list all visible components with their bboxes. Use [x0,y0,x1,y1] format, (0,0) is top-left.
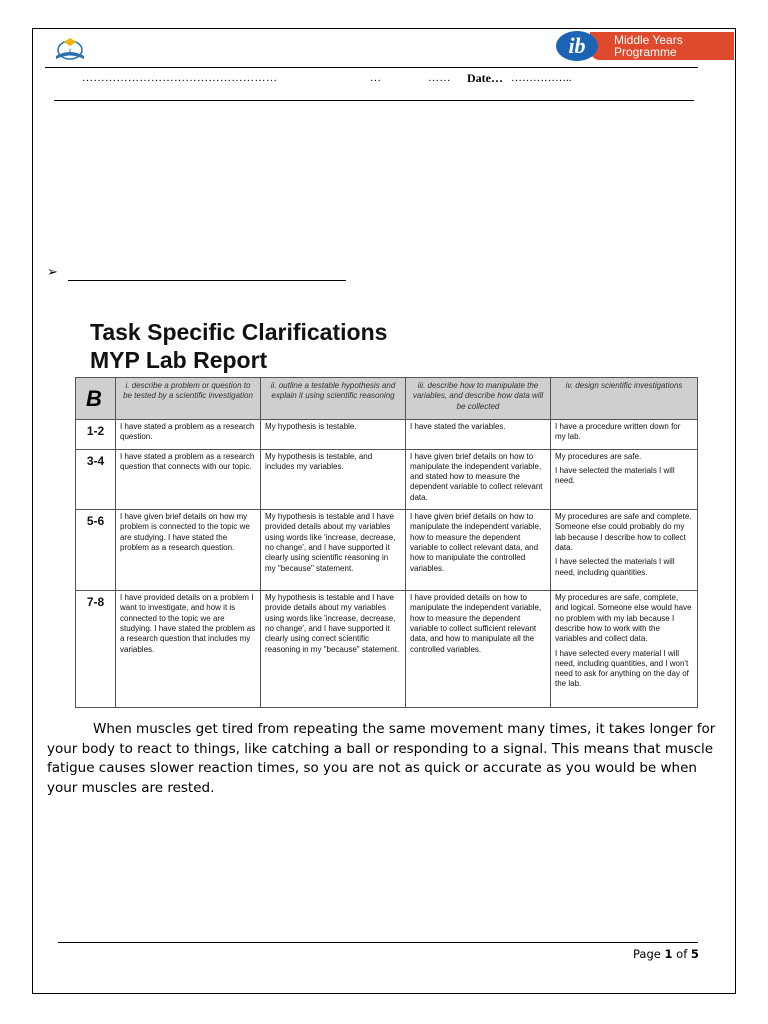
descriptor-text: I have selected the materials I will need, including quantities. [555,557,675,577]
header-rule [45,67,698,68]
page-word: Page [633,947,661,961]
page-number [633,947,699,961]
paragraph-text: When muscles get tired from repeating the same movement many times, it takes longer for your body to react to things, like catching a ball or responding to a signal. This means that muscle fatigue causes slower reaction times, so you are not as quick or accurate as you would be when your muscles are rested. [47,721,716,796]
descriptor-text: My hypothesis is testable, and includes my variables. [265,451,373,471]
descriptor-text: My procedures are safe, complete, and logical. Someone else would have no problem with my lab because I describe how to work with the variables and collect data. [555,593,692,644]
descriptor-cell [551,510,698,591]
bullet-blank-line [68,280,346,281]
descriptor-text: My hypothesis is testable. [265,422,357,431]
descriptor-cell [551,449,698,509]
table-row [76,420,698,450]
descriptor-text: I have given brief details on how my problem is connected to the topic we are studying. I have stated the problem as a research question. [120,512,250,552]
descriptor-cell [261,591,406,708]
level-cell: 7-8 [76,591,116,708]
mid-dots-1: … [370,72,382,84]
criterion-label: B [76,378,116,420]
table-row [76,510,698,591]
descriptor-text: I have selected the materials I will need. [555,465,675,486]
table-row [76,591,698,708]
ib-myp-logo [556,30,734,62]
arrow-bullet-icon: ➢ [47,264,58,279]
descriptor-text: My procedures are safe. [555,451,642,461]
date-label: Date… [467,71,503,85]
mid-dots-2: …… [428,72,451,84]
descriptor-cell [116,510,261,591]
descriptor-cell [551,420,698,450]
descriptor-cell [116,420,261,450]
rubric-table [75,377,698,708]
table-row [76,449,698,509]
header-underline [54,100,694,101]
column-header: i. describe a problem or question to be tested by a scientific investigation [116,378,261,420]
total-pages: 5 [690,947,699,961]
descriptor-cell [261,510,406,591]
level-cell: 3-4 [76,449,116,509]
column-header: ii. outline a testable hypothesis and explain it using scientific reasoning [261,378,406,420]
descriptor-cell [406,510,551,591]
descriptor-text: I have provided details on how to manipulate the independent variable, how to measure the dependent variable to collect sufficient relevant data, and how to manipulate all the controlled variables. [410,593,542,654]
descriptor-text: I have selected every material I will need, including quantities, and I won't need to ask for anything on the day of the lab. [555,648,689,689]
descriptor-text: I have given brief details on how to manipulate the independent variable, how to measure the dependent variable to collect relevant data, and how to manipulate the controlled variables. [410,512,542,573]
ib-logo-line2: Programme [614,45,677,59]
descriptor-text: My hypothesis is testable and I have provided details about my variables using words like 'increase, decrease, no change', and I have supported it clearly using scientific reasoning in my "because" statement. [265,512,396,573]
descriptor-text: I have stated the variables. [410,422,506,431]
ib-logo-mark: ib [556,31,598,61]
of-word: of [676,947,688,961]
svg-text:ﻻ: ﻻ [68,48,72,55]
descriptor-text: I have stated a problem as a research question that connects with our topic. [120,451,255,471]
descriptor-cell [261,449,406,509]
rubric-header-row [76,378,698,420]
title-line-2: MYP Lab Report [90,347,268,373]
descriptor-cell [406,420,551,450]
title-line-1: Task Specific Clarifications [90,319,388,345]
body-paragraph [47,720,727,798]
descriptor-cell [116,591,261,708]
page-title [90,318,387,374]
current-page: 1 [664,947,673,961]
level-cell: 1-2 [76,420,116,450]
name-field-dots: …………………………………………… [82,72,278,84]
level-cell: 5-6 [76,510,116,591]
descriptor-cell [116,449,261,509]
descriptor-text: I have given brief details on how to manipulate the independent variable, and stated how to measure the dependent variable to collect relevant data. [410,451,543,502]
descriptor-text: My procedures are safe and complete. Someone else could probably do my lab because I describe how to collect data. [555,512,692,552]
date-field-dots: …………….. [511,72,572,84]
descriptor-text: My hypothesis is testable and I have provide details about my variables using words like 'increase, decrease, no change', and I have supported it clearly using correct scientific reasoning in my "because" statement. [265,593,400,654]
descriptor-text: I have a procedure written down for my lab. [555,422,681,442]
school-logo-icon [50,36,90,62]
descriptor-cell [406,591,551,708]
descriptor-cell [551,591,698,708]
ib-logo-line1: Middle Years [614,33,683,47]
footer-rule [58,942,698,943]
descriptor-cell [406,449,551,509]
descriptor-cell [261,420,406,450]
column-header: iii. describe how to manipulate the variables, and describe how data will be collected [406,378,551,420]
descriptor-text: I have provided details on a problem I want to investigate, and how it is connected to the topic we are studying. I have stated the problem as a research question that includes my variables. [120,593,256,654]
column-header: iv. design scientific investigations [551,378,698,420]
descriptor-text: I have stated a problem as a research question. [120,422,255,442]
